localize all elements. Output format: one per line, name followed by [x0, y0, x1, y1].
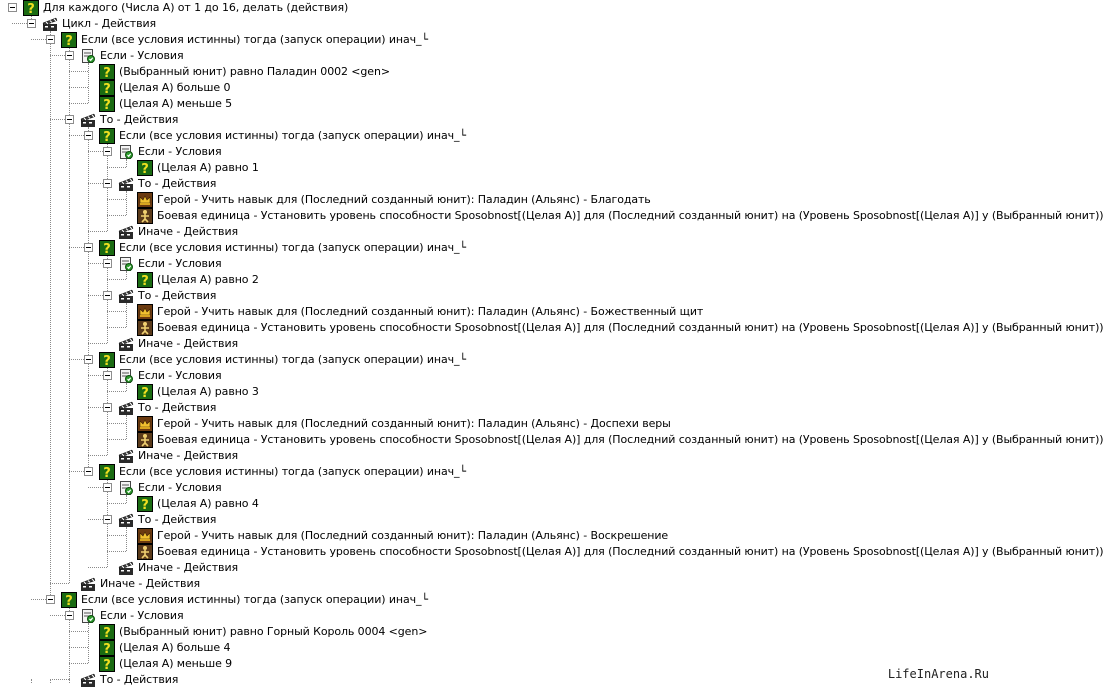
- svg-text:?: ?: [103, 82, 111, 97]
- collapse-toggle-icon[interactable]: [103, 403, 112, 412]
- question-mark-icon: [99, 96, 115, 112]
- question-mark-icon: [137, 384, 153, 400]
- tree-node-label: Иначе - Действия: [138, 561, 239, 574]
- collapse-toggle-icon[interactable]: [103, 371, 112, 380]
- tree-node-label: Если - Условия: [100, 49, 184, 62]
- tree-node-row[interactable]: [0, 80, 995, 96]
- svg-text:?: ?: [141, 162, 149, 177]
- tree-node-label: Если (все условия истинны) тогда (запуск операции) инач_└: [81, 593, 428, 606]
- tree-node-row[interactable]: [0, 368, 995, 384]
- tree-node-row[interactable]: [0, 400, 995, 416]
- tree-connector-line: [69, 359, 84, 360]
- question-mark-icon: [137, 496, 153, 512]
- tree-connector-line: [107, 391, 126, 392]
- svg-text:?: ?: [27, 2, 35, 17]
- tree-node-row[interactable]: [0, 240, 995, 256]
- svg-text:?: ?: [103, 242, 111, 257]
- tree-node-label: Если - Условия: [138, 257, 222, 270]
- tree-node-row[interactable]: [0, 624, 995, 640]
- tree-connector-line: [69, 247, 84, 248]
- tree-node-label: Для каждого (Числа А) от 1 до 16, делать (действия): [43, 1, 349, 14]
- tree-connector-line: [50, 615, 65, 616]
- tree-node-row[interactable]: [0, 128, 995, 144]
- tree-node-label: Если (все условия истинны) тогда (запуск операции) инач_└: [119, 465, 466, 478]
- tree-node-row[interactable]: [0, 384, 995, 400]
- tree-connector-line: [107, 535, 126, 536]
- tree-connector-line: [69, 103, 88, 104]
- svg-text:?: ?: [103, 658, 111, 673]
- question-mark-icon: [99, 464, 115, 480]
- hero-crown-icon: [137, 528, 153, 544]
- svg-text:?: ?: [103, 354, 111, 369]
- tree-connector-line: [31, 39, 46, 40]
- tree-node-row[interactable]: [0, 224, 995, 240]
- clapperboard-icon: [118, 176, 134, 192]
- tree-connector-line: [88, 567, 107, 568]
- tree-node-label: Боевая единица - Установить уровень способности Sposobnost[(Целая А)] для (Последний созданный юнит) на (Уровень Sposobnost[(Целая А)] у (Выбранный юнит)): [157, 321, 1103, 334]
- collapse-toggle-icon[interactable]: [103, 515, 112, 524]
- tree-connector-line: [50, 55, 65, 56]
- tree-node-row[interactable]: [0, 256, 995, 272]
- clapperboard-icon: [118, 560, 134, 576]
- clapperboard-icon: [80, 672, 96, 688]
- tree-node-row[interactable]: [0, 208, 1103, 224]
- tree-node-row[interactable]: [0, 192, 995, 208]
- tree-connector-line: [69, 87, 88, 88]
- question-mark-icon: [99, 64, 115, 80]
- clapperboard-icon: [118, 400, 134, 416]
- tree-node-row[interactable]: [0, 160, 995, 176]
- tree-connector-line: [69, 647, 88, 648]
- tree-node-label: То - Действия: [138, 289, 217, 302]
- tree-node-label: Герой - Учить навык для (Последний созданный юнит): Паладин (Альянс) - Воскрешение: [157, 529, 669, 542]
- tree-node-label: Иначе - Действия: [138, 225, 239, 238]
- tree-node-row[interactable]: [0, 144, 995, 160]
- clapperboard-icon: [118, 288, 134, 304]
- tree-connector-line: [88, 407, 103, 408]
- tree-node-row[interactable]: [0, 480, 995, 496]
- tree-node-label: Если (все условия истинны) тогда (запуск операции) инач_└: [119, 353, 466, 366]
- svg-text:?: ?: [141, 274, 149, 289]
- tree-connector-line: [107, 503, 126, 504]
- tree-node-row[interactable]: [0, 608, 995, 624]
- svg-text:?: ?: [103, 642, 111, 657]
- tree-node-row[interactable]: [0, 464, 995, 480]
- tree-node-label: Боевая единица - Установить уровень способности Sposobnost[(Целая А)] для (Последний созданный юнит) на (Уровень Sposobnost[(Целая А)] у (Выбранный юнит)): [157, 545, 1103, 558]
- tree-connector-line: [69, 71, 88, 72]
- hero-crown-icon: [137, 304, 153, 320]
- question-mark-icon: [23, 0, 39, 16]
- question-mark-icon: [99, 656, 115, 672]
- tree-node-row[interactable]: [0, 416, 995, 432]
- svg-text:?: ?: [103, 66, 111, 81]
- tree-node-row[interactable]: [0, 544, 1103, 560]
- collapse-toggle-icon[interactable]: [103, 259, 112, 268]
- tree-connector-line: [107, 311, 126, 312]
- tree-node-label: (Целая А) равно 4: [157, 497, 259, 510]
- tree-node-row[interactable]: [0, 512, 995, 528]
- tree-connector-line: [88, 455, 107, 456]
- tree-connector-line: [107, 167, 126, 168]
- question-mark-icon: [99, 624, 115, 640]
- collapse-toggle-icon[interactable]: [103, 291, 112, 300]
- tree-node-label: Если - Условия: [100, 609, 184, 622]
- tree-node-label: (Целая А) равно 3: [157, 385, 259, 398]
- clapperboard-icon: [118, 512, 134, 528]
- clapperboard-icon: [118, 224, 134, 240]
- tree-connector-line: [50, 679, 69, 680]
- tree-node-label: Иначе - Действия: [138, 449, 239, 462]
- tree-node-label: Если - Условия: [138, 481, 222, 494]
- question-mark-icon: [99, 80, 115, 96]
- clapperboard-icon: [118, 336, 134, 352]
- unit-figure-icon: [137, 320, 153, 336]
- question-mark-icon: [99, 128, 115, 144]
- question-mark-icon: [137, 272, 153, 288]
- tree-connector-line: [88, 295, 103, 296]
- question-mark-icon: [61, 32, 77, 48]
- tree-node-row[interactable]: [0, 656, 995, 672]
- collapse-toggle-icon[interactable]: [65, 51, 74, 60]
- tree-node-row[interactable]: [0, 48, 995, 64]
- document-check-icon: [118, 256, 134, 272]
- tree-node-row[interactable]: [0, 32, 995, 48]
- tree-connector-line: [69, 471, 84, 472]
- tree-node-label: Если - Условия: [138, 145, 222, 158]
- tree-node-row[interactable]: [0, 0, 995, 16]
- unit-figure-icon: [137, 544, 153, 560]
- collapse-toggle-icon[interactable]: [84, 467, 93, 476]
- tree-node-row[interactable]: [0, 16, 995, 32]
- tree-connector-line: [88, 375, 103, 376]
- collapse-toggle-icon[interactable]: [65, 115, 74, 124]
- question-mark-icon: [99, 240, 115, 256]
- tree-node-label: Боевая единица - Установить уровень способности Sposobnost[(Целая А)] для (Последний созданный юнит) на (Уровень Sposobnost[(Целая А)] у (Выбранный юнит)): [157, 433, 1103, 446]
- document-check-icon: [118, 480, 134, 496]
- tree-node-label: Герой - Учить навык для (Последний созданный юнит): Паладин (Альянс) - Доспехи веры: [157, 417, 671, 430]
- tree-connector-line: [107, 423, 126, 424]
- tree-node-row[interactable]: [0, 336, 995, 352]
- tree-connector-line: [88, 151, 103, 152]
- collapse-toggle-icon[interactable]: [84, 355, 93, 364]
- tree-node-row[interactable]: [0, 96, 995, 112]
- tree-connector-line: [107, 327, 126, 328]
- clapperboard-icon: [80, 576, 96, 592]
- collapse-toggle-icon[interactable]: [84, 131, 93, 140]
- tree-node-label: (Целая А) больше 4: [119, 641, 231, 654]
- tree-node-label: (Целая А) меньше 9: [119, 657, 233, 670]
- tree-connector-line: [69, 631, 88, 632]
- tree-node-label: Боевая единица - Установить уровень способности Sposobnost[(Целая А)] для (Последний созданный юнит) на (Уровень Sposobnost[(Целая А)] у (Выбранный юнит)): [157, 209, 1103, 222]
- tree-connector-line: [69, 135, 84, 136]
- clapperboard-icon: [42, 16, 58, 32]
- tree-node-label: То - Действия: [100, 673, 179, 686]
- unit-figure-icon: [137, 208, 153, 224]
- tree-node-label: (Целая А) больше 0: [119, 81, 231, 94]
- tree-connector-line: [69, 663, 88, 664]
- collapse-toggle-icon[interactable]: [46, 595, 55, 604]
- unit-figure-icon: [137, 432, 153, 448]
- tree-node-label: Герой - Учить навык для (Последний созданный юнит): Паладин (Альянс) - Благодать: [157, 193, 651, 206]
- svg-text:?: ?: [141, 386, 149, 401]
- tree-node-row[interactable]: [0, 288, 995, 304]
- tree-connector-line: [50, 583, 69, 584]
- tree-node-label: То - Действия: [138, 401, 217, 414]
- collapse-toggle-icon[interactable]: [103, 483, 112, 492]
- tree-node-row[interactable]: [0, 496, 995, 512]
- tree-node-label: (Целая А) равно 2: [157, 273, 259, 286]
- tree-node-row[interactable]: [0, 352, 995, 368]
- tree-node-row[interactable]: [0, 592, 995, 608]
- tree-node-row[interactable]: [0, 672, 995, 688]
- tree-connector-line: [50, 119, 65, 120]
- tree-node-label: Если - Условия: [138, 369, 222, 382]
- hero-crown-icon: [137, 192, 153, 208]
- document-check-icon: [118, 368, 134, 384]
- collapse-toggle-icon[interactable]: [8, 3, 17, 12]
- tree-node-label: То - Действия: [138, 513, 217, 526]
- tree-node-label: Если (все условия истинны) тогда (запуск операции) инач_└: [119, 241, 466, 254]
- tree-connector-line: [88, 183, 103, 184]
- tree-node-label: (Целая А) равно 1: [157, 161, 259, 174]
- tree-connector-line: [107, 279, 126, 280]
- tree-connector-line: [88, 263, 103, 264]
- tree-node-row[interactable]: [0, 528, 995, 544]
- tree-node-label: (Выбранный юнит) равно Паладин 0002 <gen>: [119, 65, 390, 78]
- svg-text:?: ?: [103, 130, 111, 145]
- tree-connector-line: [107, 215, 126, 216]
- tree-node-label: То - Действия: [100, 113, 179, 126]
- clapperboard-icon: [118, 448, 134, 464]
- collapse-toggle-icon[interactable]: [84, 243, 93, 252]
- tree-node-label: Цикл - Действия: [62, 17, 157, 30]
- tree-node-row[interactable]: [0, 640, 995, 656]
- tree-connector-line: [88, 343, 107, 344]
- tree-node-row[interactable]: [0, 64, 995, 80]
- question-mark-icon: [99, 352, 115, 368]
- tree-node-row[interactable]: [0, 576, 995, 592]
- tree-node-row[interactable]: [0, 448, 995, 464]
- collapse-toggle-icon[interactable]: [103, 179, 112, 188]
- tree-connector-line: [31, 599, 46, 600]
- svg-text:?: ?: [103, 466, 111, 481]
- tree-node-label: То - Действия: [138, 177, 217, 190]
- tree-node-label: Иначе - Действия: [138, 337, 239, 350]
- tree-node-row[interactable]: [0, 176, 995, 192]
- collapse-toggle-icon[interactable]: [103, 147, 112, 156]
- tree-connector-line: [107, 199, 126, 200]
- tree-connector-line: [107, 551, 126, 552]
- tree-node-label: Иначе - Действия: [100, 577, 201, 590]
- collapse-toggle-icon[interactable]: [65, 611, 74, 620]
- document-check-icon: [80, 48, 96, 64]
- tree-node-row[interactable]: [0, 112, 995, 128]
- svg-text:?: ?: [141, 498, 149, 513]
- tree-connector-line: [88, 231, 107, 232]
- tree-node-row[interactable]: [0, 320, 1103, 336]
- tree-node-row[interactable]: [0, 560, 995, 576]
- document-check-icon: [80, 608, 96, 624]
- tree-node-label: Если (все условия истинны) тогда (запуск операции) инач_└: [81, 33, 428, 46]
- tree-node-row[interactable]: [0, 272, 995, 288]
- svg-text:?: ?: [65, 34, 73, 49]
- question-mark-icon: [61, 592, 77, 608]
- question-mark-icon: [137, 160, 153, 176]
- collapse-toggle-icon[interactable]: [46, 35, 55, 44]
- svg-text:?: ?: [103, 626, 111, 641]
- svg-text:?: ?: [103, 98, 111, 113]
- question-mark-icon: [99, 640, 115, 656]
- svg-text:?: ?: [65, 594, 73, 609]
- document-check-icon: [118, 144, 134, 160]
- tree-connector-line: [88, 519, 103, 520]
- clapperboard-icon: [80, 112, 96, 128]
- tree-connector-line: [107, 439, 126, 440]
- tree-node-label: (Выбранный юнит) равно Горный Король 0004 <gen>: [119, 625, 428, 638]
- tree-node-row[interactable]: [0, 304, 995, 320]
- tree-connector-line: [88, 487, 103, 488]
- tree-node-row[interactable]: [0, 432, 1103, 448]
- collapse-toggle-icon[interactable]: [27, 19, 36, 28]
- hero-crown-icon: [137, 416, 153, 432]
- tree-node-label: (Целая А) меньше 5: [119, 97, 233, 110]
- tree-connector-line: [12, 23, 27, 24]
- tree-node-label: Герой - Учить навык для (Последний созданный юнит): Паладин (Альянс) - Божественный щит: [157, 305, 704, 318]
- watermark-text: LifeInArena.Ru: [887, 667, 989, 681]
- tree-node-label: Если (все условия истинны) тогда (запуск операции) инач_└: [119, 129, 466, 142]
